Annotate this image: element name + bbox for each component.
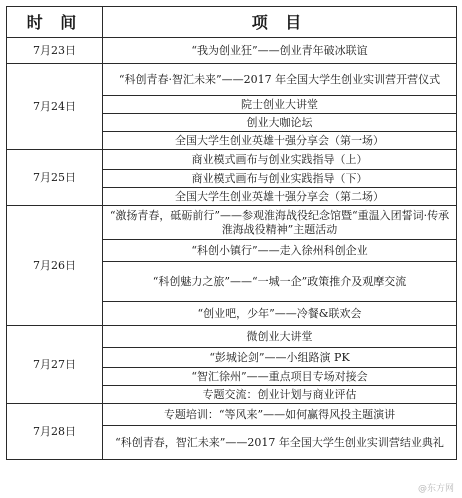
event-cell: 全国大学生创业英雄十强分享会（第一场）: [103, 132, 457, 150]
event-cell: “激扬青春，砥砺前行”——参观淮海战役纪念馆暨“重温入团誓词·传承淮海战役精神”主题活动: [103, 206, 457, 240]
event-cell: “智汇徐州”——重点项目专场对接会: [103, 368, 457, 386]
event-cell: “科创青春·智汇未来”——2017 年全国大学生创业实训营开营仪式: [103, 64, 457, 96]
event-cell: 全国大学生创业英雄十强分享会（第二场）: [103, 188, 457, 206]
table-row: [7, 404, 457, 426]
date-cell: 7月24日: [7, 64, 103, 150]
event-cell: 专题培训：“等风来”——如何赢得风投主题演讲: [103, 404, 457, 426]
table-row: [7, 326, 457, 348]
table-row: [7, 206, 457, 240]
event-cell: 专题交流：创业计划与商业评估: [103, 386, 457, 404]
event-cell: “科创小镇行”——走入徐州科创企业: [103, 240, 457, 262]
header-item: 项 目: [103, 7, 457, 38]
event-cell: 商业模式画布与创业实践指导（上）: [103, 150, 457, 170]
event-cell: “科创魅力之旅”——“一城一企”政策推介及观摩交流: [103, 262, 457, 302]
event-cell: 创业大咖论坛: [103, 114, 457, 132]
date-cell: 7月23日: [7, 38, 103, 64]
event-cell: “科创青春，智汇未来”——2017 年全国大学生创业实训营结业典礼: [103, 426, 457, 460]
event-cell: 微创业大讲堂: [103, 326, 457, 348]
event-cell: “彭城论剑”——小组路演 PK: [103, 348, 457, 368]
header-time: 时 间: [7, 7, 103, 38]
header-row: [7, 7, 457, 38]
watermark: @东方网: [417, 484, 454, 494]
table-row: [7, 150, 457, 170]
table-row: [7, 38, 457, 64]
date-cell: 7月25日: [7, 150, 103, 206]
date-cell: 7月27日: [7, 326, 103, 404]
event-cell: “创业吧，少年”——冷餐&联欢会: [103, 302, 457, 326]
schedule-table: [6, 6, 457, 460]
event-cell: 商业模式画布与创业实践指导（下）: [103, 170, 457, 188]
table-row: [7, 64, 457, 96]
date-cell: 7月26日: [7, 206, 103, 326]
event-cell: 院士创业大讲堂: [103, 96, 457, 114]
event-cell: “我为创业狂”——创业青年破冰联谊: [103, 38, 457, 64]
date-cell: 7月28日: [7, 404, 103, 460]
